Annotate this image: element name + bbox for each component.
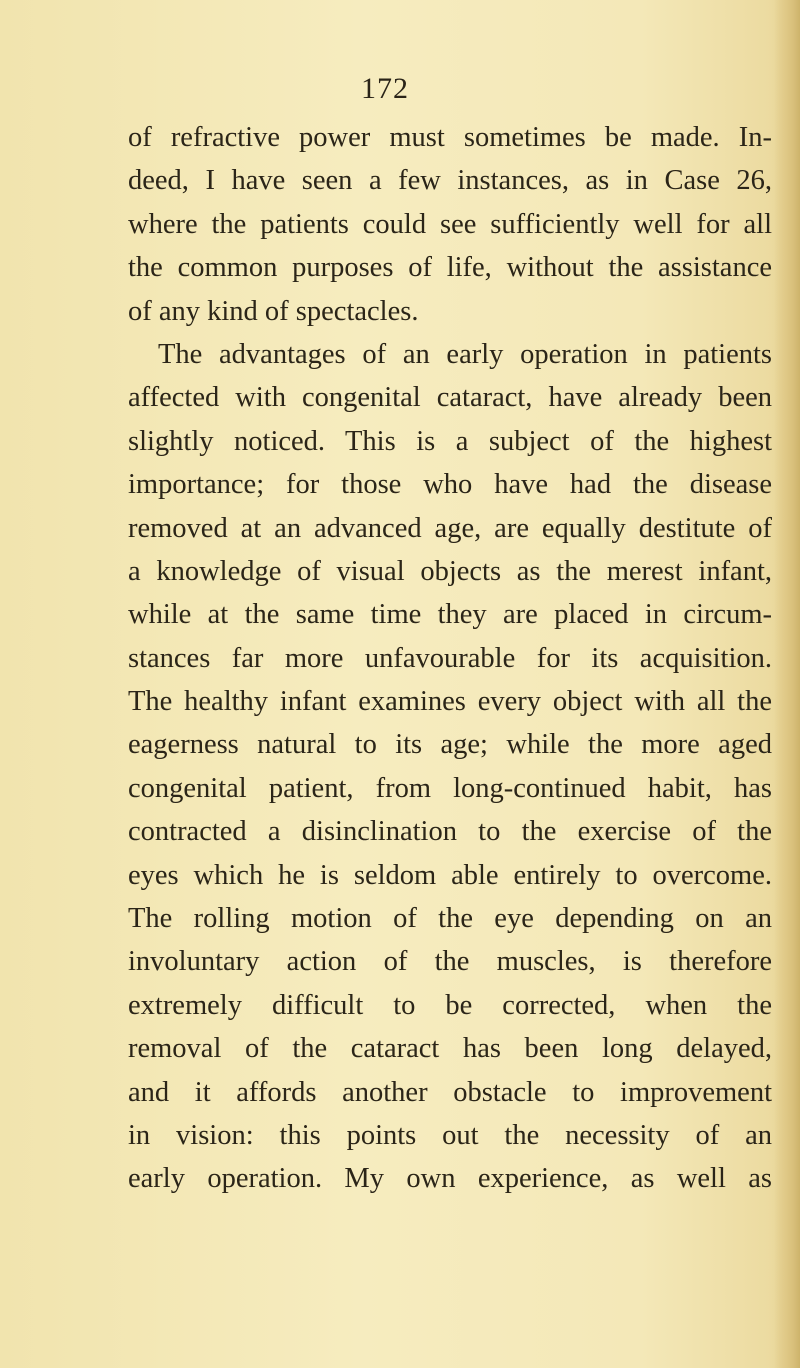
text-line: involuntary action of the muscles, is therefore (128, 946, 772, 978)
body-text (128, 116, 772, 1201)
text-line: deed, I have seen a few instances, as in Case 26, (128, 165, 772, 197)
text-line: slightly noticed. This is a subject of the highest (128, 425, 772, 457)
text-line: early operation. My own experience, as well as (128, 1163, 772, 1195)
text-line: and it affords another obstacle to improvement (128, 1076, 772, 1108)
text-line: The rolling motion of the eye depending on an (128, 903, 772, 935)
page-number: 172 (361, 72, 409, 105)
text-line: stances far more unfavourable for its acquisition. (128, 642, 772, 674)
text-line: of refractive power must sometimes be made. In- (128, 122, 772, 153)
text-line: removal of the cataract has been long delayed, (128, 1033, 772, 1065)
text-line: extremely difficult to be corrected, when the (128, 989, 772, 1021)
text-line: congenital patient, from long-continued habit, has (128, 772, 772, 804)
text-line: eagerness natural to its age; while the more aged (128, 729, 772, 761)
page-edge-shadow (774, 0, 800, 1368)
text-line: The healthy infant examines every object with all the (128, 686, 772, 718)
text-line: removed at an advanced age, are equally destitute of (128, 512, 772, 544)
text-line: contracted a disinclination to the exercise of the (128, 816, 772, 848)
text-line: while at the same time they are placed in circum- (128, 599, 772, 631)
text-line: in vision: this points out the necessity of an (128, 1119, 772, 1151)
text-line: The advantages of an early operation in patients (158, 338, 772, 370)
text-line: a knowledge of visual objects as the merest infant, (128, 555, 772, 587)
text-line: eyes which he is seldom able entirely to overcome. (128, 859, 772, 891)
text-line: the common purposes of life, without the assistance (128, 252, 772, 284)
text-line: where the patients could see sufficiently well for all (128, 208, 772, 240)
text-line: importance; for those who have had the disease (128, 469, 772, 501)
text-line: of any kind of spectacles. (128, 295, 419, 327)
text-line: affected with congenital cataract, have already been (128, 382, 772, 414)
